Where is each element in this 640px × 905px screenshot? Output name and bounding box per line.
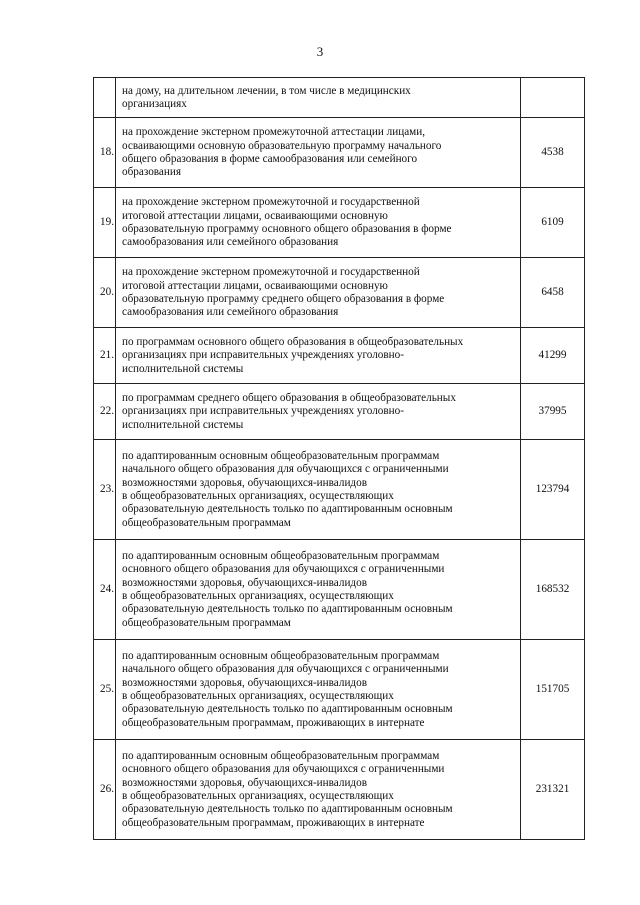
row-value: 168532	[521, 540, 585, 640]
row-number: 26.	[94, 740, 116, 840]
row-value: 41299	[521, 328, 585, 384]
row-description: на прохождение экстерном промежуточной и государственной итоговой аттестации лицами, осваивающими основную образовательную программу основного общего образования в форме самообразования или семейного образования	[116, 188, 521, 258]
row-number: 25.	[94, 640, 116, 740]
row-number: 20.	[94, 258, 116, 328]
row-description: по адаптированным основным общеобразовательным программам основного общего образования для обучающихся с ограниченными возможностями здоровья, обучающихся-инвалидов в общеобразовательных организациях, осуществляющих образовательную деятельность только по адаптированным основным общеобразовательным программам	[116, 540, 521, 640]
row-description: по адаптированным основным общеобразовательным программам основного общего образования для обучающихся с ограниченными возможностями здоровья, обучающихся-инвалидов в общеобразовательных организациях, осуществляющих образовательную деятельность только по адаптированным основным общеобразовательным программам, проживающих в интернате	[116, 740, 521, 840]
row-description: на дому, на длительном лечении, в том числе в медицинских организациях	[116, 78, 521, 118]
row-number: 19.	[94, 188, 116, 258]
table-row	[94, 384, 585, 440]
row-value: 231321	[521, 740, 585, 840]
row-number: 22.	[94, 384, 116, 440]
row-value: 37995	[521, 384, 585, 440]
row-value: 6109	[521, 188, 585, 258]
table-row	[94, 740, 585, 840]
row-description: по программам среднего общего образования в общеобразовательных организациях при исправительных учреждениях уголовно- исполнительной системы	[116, 384, 521, 440]
row-description: по адаптированным основным общеобразовательным программам начального общего образования для обучающихся с ограниченными возможностями здоровья, обучающихся-инвалидов в общеобразовательных организациях, осуществляющих образовательную деятельность только по адаптированным основным общеобразовательным программам	[116, 440, 521, 540]
table-row	[94, 188, 585, 258]
cost-norms-table	[93, 77, 585, 840]
row-number: 18.	[94, 118, 116, 188]
row-description: на прохождение экстерном промежуточной и государственной итоговой аттестации лицами, осваивающими основную образовательную программу среднего общего образования в форме самообразования или семейного образования	[116, 258, 521, 328]
row-number	[94, 78, 116, 118]
row-value: 151705	[521, 640, 585, 740]
row-description: по программам основного общего образования в общеобразовательных организациях при исправительных учреждениях уголовно- исполнительной системы	[116, 328, 521, 384]
page-number: 3	[316, 44, 324, 59]
row-number: 24.	[94, 540, 116, 640]
row-number: 21.	[94, 328, 116, 384]
table-row	[94, 78, 585, 118]
row-value: 123794	[521, 440, 585, 540]
table-row	[94, 540, 585, 640]
row-number: 23.	[94, 440, 116, 540]
row-value: 6458	[521, 258, 585, 328]
table-row	[94, 258, 585, 328]
table-row	[94, 640, 585, 740]
table-row	[94, 440, 585, 540]
table-row	[94, 328, 585, 384]
row-description: по адаптированным основным общеобразовательным программам начального общего образования для обучающихся с ограниченными возможностями здоровья, обучающихся-инвалидов в общеобразовательных организациях, осуществляющих образовательную деятельность только по адаптированным основным общеобразовательным программам, проживающих в интернате	[116, 640, 521, 740]
row-description: на прохождение экстерном промежуточной аттестации лицами, осваивающими основную образовательную программу начального общего образования в форме самообразования или семейного образования	[116, 118, 521, 188]
row-value: 4538	[521, 118, 585, 188]
table-row	[94, 118, 585, 188]
row-value	[521, 78, 585, 118]
